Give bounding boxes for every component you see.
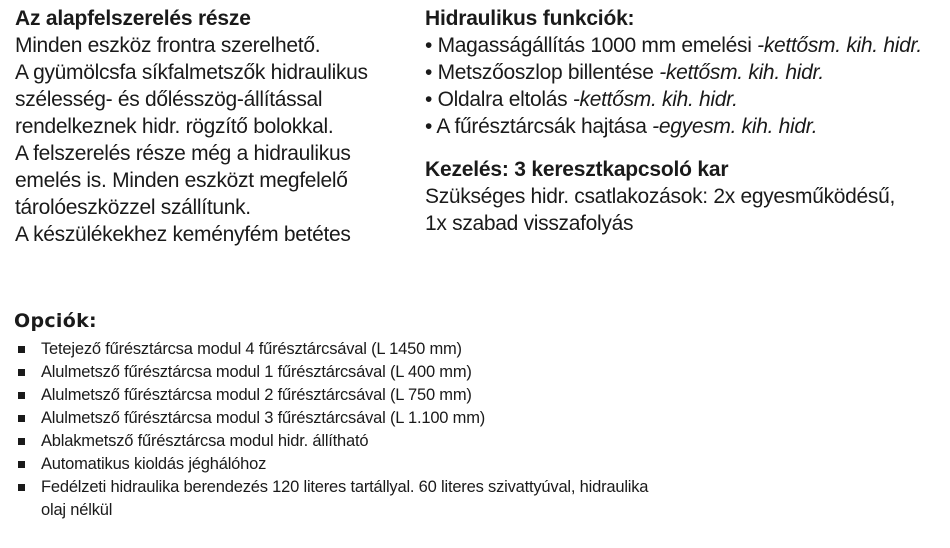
standard-equipment-line: szélesség- és dőlésszög-állítással xyxy=(15,88,323,111)
option-text: Ablakmetsző fűrésztárcsa modul hidr. állítható xyxy=(41,432,369,450)
option-text: Alulmetsző fűrésztárcsa modul 1 fűrésztárcsával (L 400 mm) xyxy=(41,363,472,381)
option-item xyxy=(14,476,914,522)
option-item xyxy=(14,430,914,453)
option-text: Tetejező fűrésztárcsa modul 4 fűrésztárcsával (L 1450 mm) xyxy=(41,340,462,358)
hydraulic-function-item xyxy=(425,86,945,113)
hydraulic-functions-section xyxy=(425,6,945,237)
square-bullet-icon xyxy=(18,392,25,399)
hydraulic-function-item xyxy=(425,59,945,86)
control-heading: Kezelés: 3 keresztkapcsoló kar xyxy=(425,158,729,181)
option-item xyxy=(14,361,914,384)
control-line: 1x szabad visszafolyás xyxy=(425,212,634,235)
options-section xyxy=(14,308,914,522)
standard-equipment-heading: Az alapfelszerelés része xyxy=(15,7,251,30)
function-note: -kettősm. kih. hidr. xyxy=(572,88,738,111)
function-text: • Metszőoszlop billentése xyxy=(425,61,660,84)
option-text-continuation: olaj nélkül xyxy=(41,501,113,519)
function-text: • Magasságállítás 1000 mm emelési xyxy=(425,34,758,57)
control-line: Szükséges hidr. csatlakozások: 2x egyesműködésű, xyxy=(425,185,896,208)
square-bullet-icon xyxy=(18,369,25,376)
section-spacer xyxy=(425,140,945,157)
square-bullet-icon xyxy=(18,461,25,468)
standard-equipment-line: tárolóeszközzel szállítunk. xyxy=(15,196,251,219)
function-note: -egyesm. kih. hidr. xyxy=(652,115,818,138)
standard-equipment-section xyxy=(15,6,415,248)
option-text: Alulmetsző fűrésztárcsa modul 2 fűrésztárcsával (L 750 mm) xyxy=(41,386,472,404)
function-note: -kettősm. kih. hidr. xyxy=(757,34,922,57)
square-bullet-icon xyxy=(18,346,25,353)
options-title: Opciók: xyxy=(14,310,97,332)
square-bullet-icon xyxy=(18,438,25,445)
function-note: -kettősm. kih. hidr. xyxy=(659,61,824,84)
option-item xyxy=(14,407,914,430)
function-text: • A fűrésztárcsák hajtása xyxy=(425,115,653,138)
option-item xyxy=(14,453,914,476)
hydraulic-function-item xyxy=(425,113,945,140)
square-bullet-icon xyxy=(18,484,25,491)
option-item xyxy=(14,338,914,361)
hydraulic-functions-heading: Hidraulikus funkciók: xyxy=(425,7,635,30)
standard-equipment-line: A gyümölcsfa síkfalmetszők hidraulikus xyxy=(15,61,368,84)
standard-equipment-line: emelés is. Minden eszközt megfelelő xyxy=(15,169,348,192)
standard-equipment-line: Minden eszköz frontra szerelhető. xyxy=(15,34,321,57)
standard-equipment-line: rendelkeznek hidr. rögzítő bolokkal. xyxy=(15,115,334,138)
standard-equipment-line: A készülékekhez keményfém betétes xyxy=(15,223,351,246)
option-text: Alulmetsző fűrésztárcsa modul 3 fűrésztárcsával (L 1.100 mm) xyxy=(41,409,486,427)
standard-equipment-line: A felszerelés része még a hidraulikus xyxy=(15,142,351,165)
square-bullet-icon xyxy=(18,415,25,422)
function-text: • Oldalra eltolás xyxy=(425,88,573,111)
option-item xyxy=(14,384,914,407)
option-text: Fedélzeti hidraulika berendezés 120 literes tartállyal. 60 literes szivattyúval, hidraulika xyxy=(41,478,649,496)
option-text: Automatikus kioldás jéghálóhoz xyxy=(41,455,267,473)
hydraulic-function-item xyxy=(425,32,945,59)
